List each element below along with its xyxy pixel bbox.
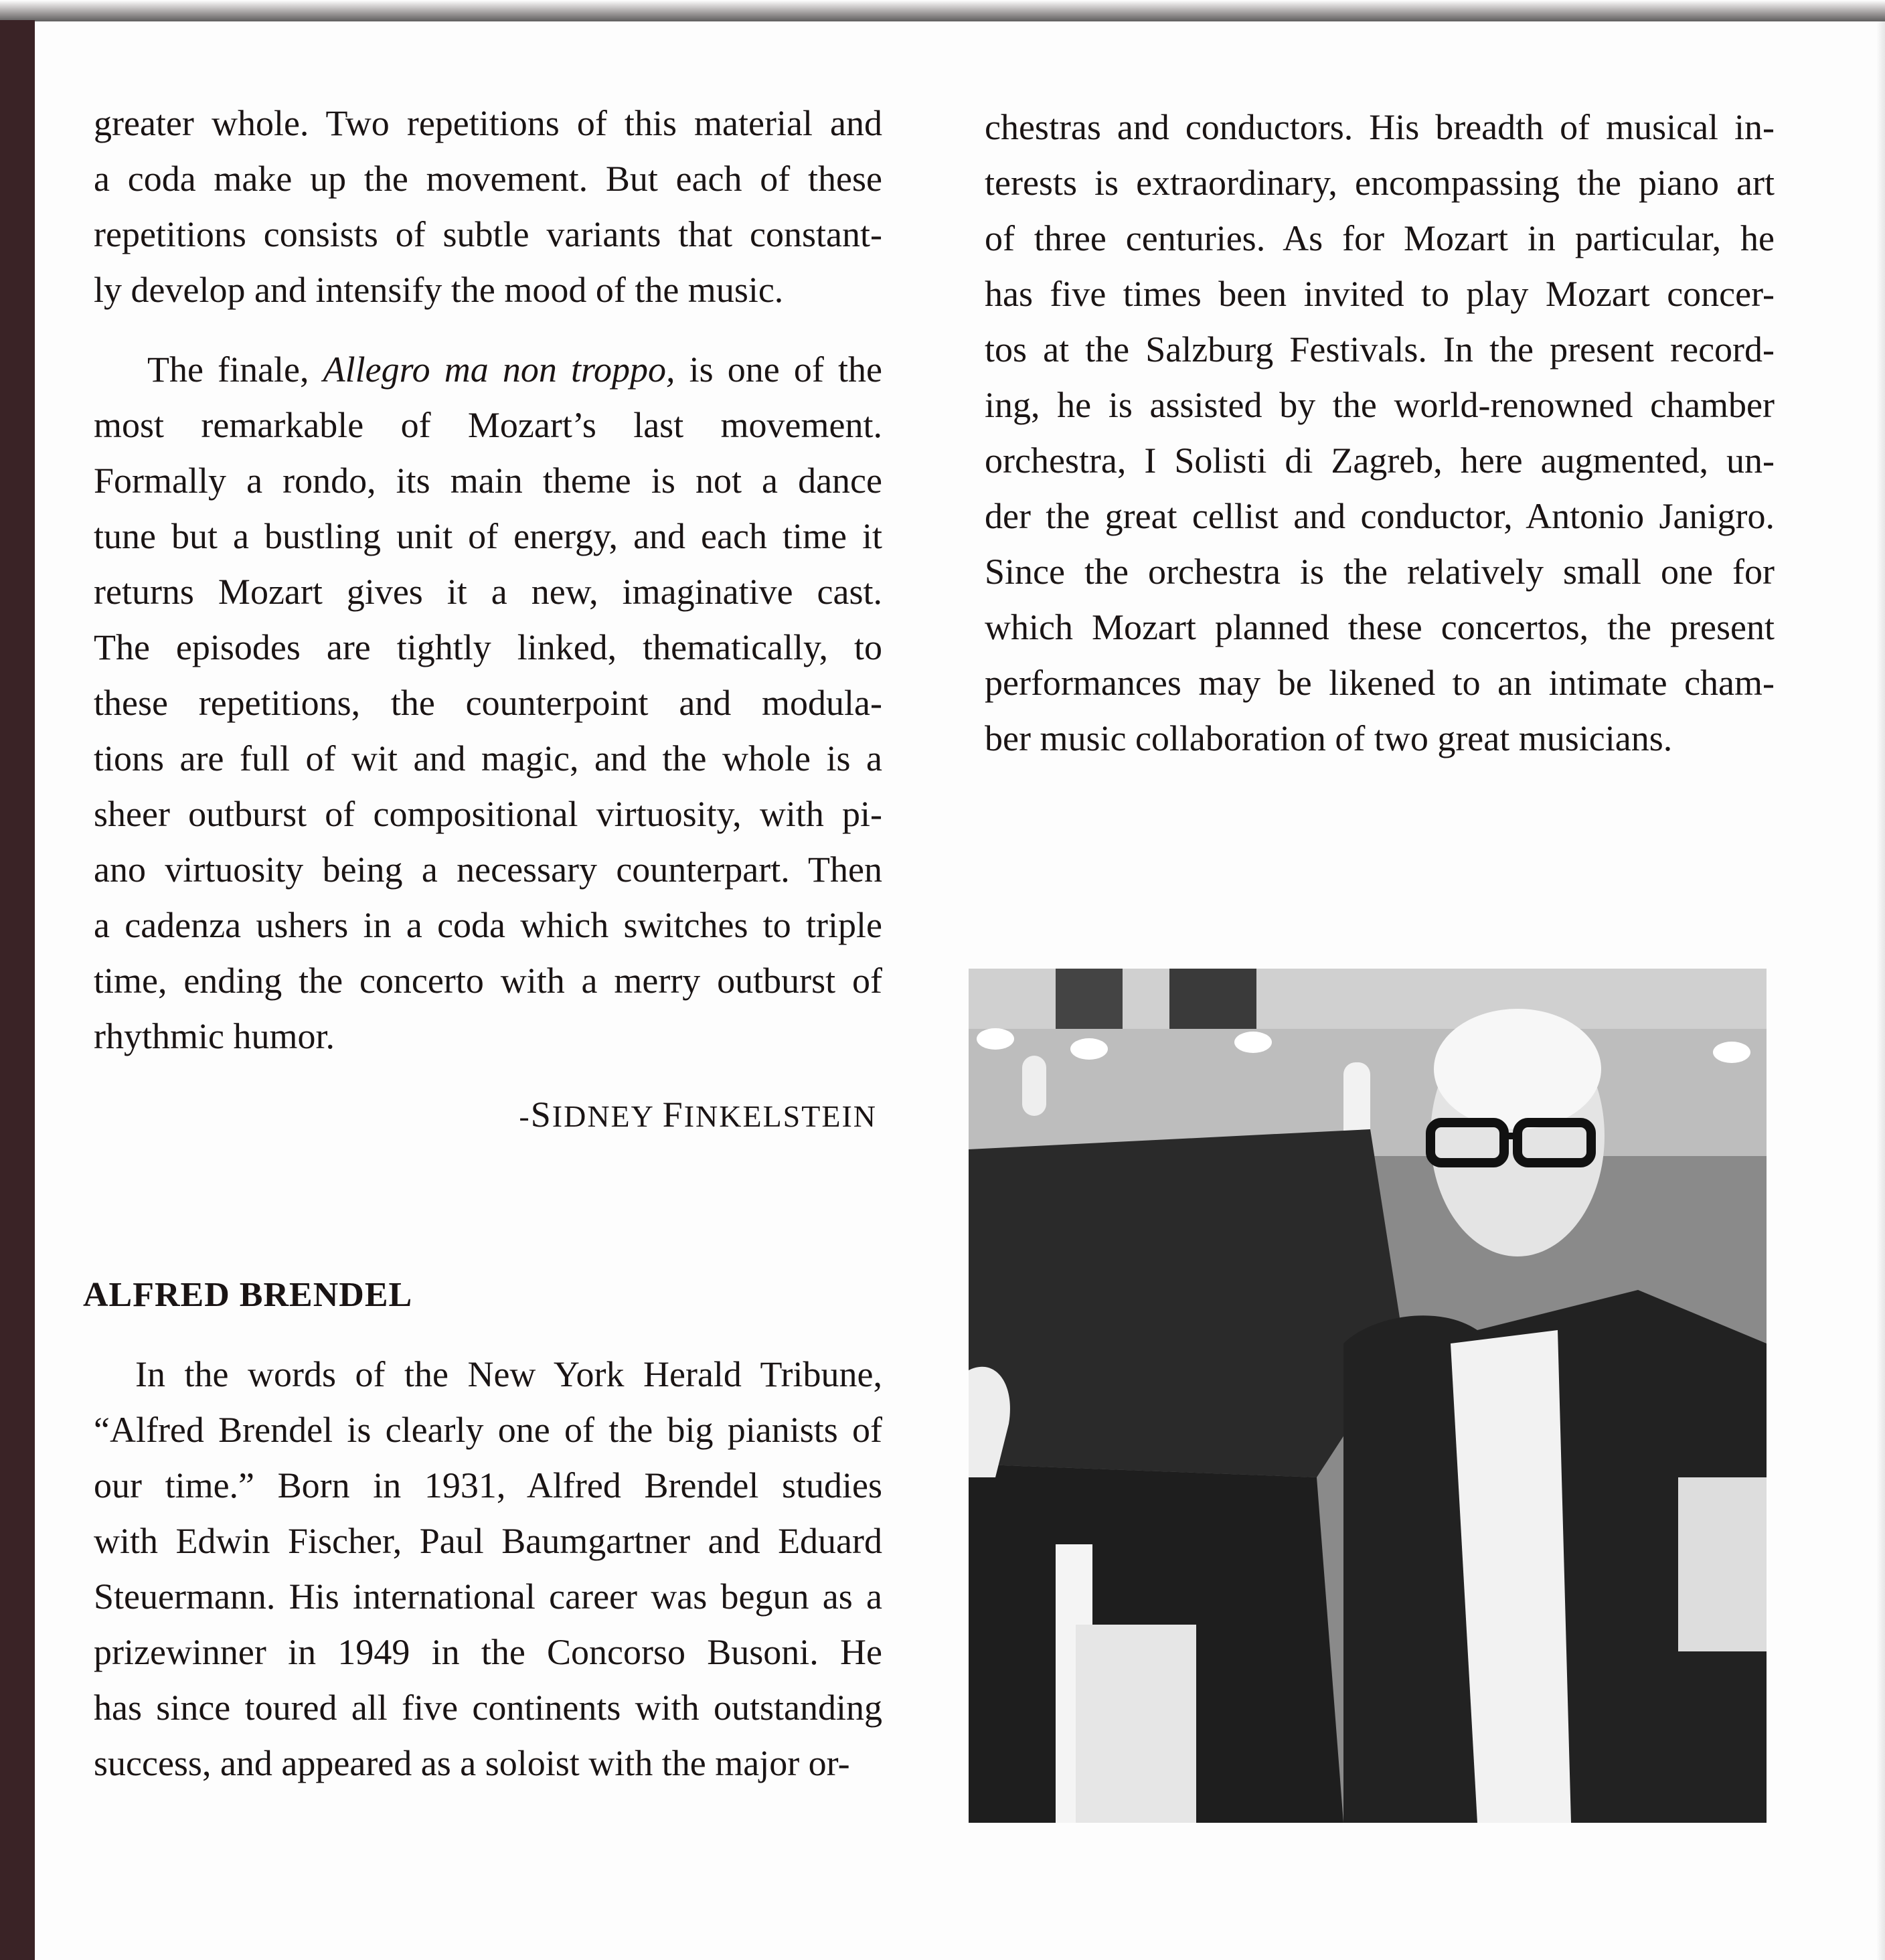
text-line: Steuermann. His international career was begun as a	[94, 1576, 882, 1617]
text-line: performances may be likened to an intimate cham-	[985, 663, 1775, 703]
page-edge	[1876, 21, 1885, 1960]
text-line: ber music collaboration of two great musicians.	[985, 718, 1673, 758]
scan-shadow	[0, 0, 1885, 23]
text-line: chestras and conductors. His breadth of musical in-	[985, 107, 1775, 147]
text-line: success, and appeared as a soloist with the major or-	[94, 1743, 850, 1783]
text-line: most remarkable of Mozart’s last movement.	[94, 405, 882, 445]
booklet-spine	[0, 20, 35, 1960]
text-span: is one of the	[675, 349, 882, 390]
text-line: greater whole. Two repetitions of this material and	[94, 103, 882, 143]
pianist-photo	[969, 969, 1767, 1823]
para-biography-cont	[985, 100, 1775, 766]
text-line: returns Mozart gives it a new, imaginative cast.	[94, 572, 882, 612]
text-line: “Alfred Brendel is clearly one of the big pianists of	[94, 1410, 882, 1450]
text-line: repetitions consists of subtle variants that constant-	[94, 214, 882, 254]
text-line: rhythmic humor.	[94, 1016, 335, 1056]
sig-dash: -	[519, 1099, 531, 1133]
text-line: tos at the Salzburg Festivals. In the present record-	[985, 329, 1775, 370]
text-line: Formally a rondo, its main theme is not a dance	[94, 461, 882, 501]
text-span: The finale,	[147, 349, 323, 390]
text-line: has five times been invited to play Mozart concer-	[985, 274, 1775, 314]
text-line: In the words of the New York Herald Tribune,	[135, 1354, 882, 1394]
sig-initial: F	[662, 1094, 684, 1135]
text-line: sheer outburst of compositional virtuosity, with pi-	[94, 794, 882, 834]
section-heading: ALFRED BRENDEL	[83, 1276, 413, 1314]
text-line	[94, 342, 882, 398]
author-signature	[469, 1087, 877, 1144]
text-line: a cadenza ushers in a coda which switches to triple	[94, 905, 882, 945]
text-line: ly develop and intensify the mood of the music.	[94, 270, 784, 310]
text-line: Since the orchestra is the relatively small one for	[985, 552, 1775, 592]
para-finale-intro	[94, 96, 882, 318]
text-line: these repetitions, the counterpoint and modula-	[94, 683, 882, 723]
text-line: der the great cellist and conductor, Antonio Janigro.	[985, 496, 1775, 536]
text-line: with Edwin Fischer, Paul Baumgartner and Eduard	[94, 1521, 882, 1561]
para-finale	[94, 342, 882, 1064]
movement-title: Allegro ma non troppo,	[323, 349, 675, 390]
sig-first: IDNEY	[552, 1099, 654, 1133]
text-line: ing, he is assisted by the world-renowned chamber	[985, 385, 1775, 425]
text-line: ano virtuosity being a necessary counterpart. Then	[94, 849, 882, 890]
sig-last: INKELSTEIN	[683, 1099, 877, 1133]
sig-initial: S	[530, 1094, 552, 1135]
text-line: of three centuries. As for Mozart in particular, he	[985, 218, 1775, 258]
text-line: tune but a bustling unit of energy, and each time it	[94, 516, 882, 556]
text-line: our time.” Born in 1931, Alfred Brendel studies	[94, 1465, 882, 1505]
para-biography	[94, 1347, 882, 1791]
text-line: prizewinner in 1949 in the Concorso Busoni. He	[94, 1632, 882, 1672]
text-line: has since toured all five continents with outstanding	[94, 1688, 882, 1728]
text-line: orchestra, I Solisti di Zagreb, here augmented, un-	[985, 440, 1775, 481]
text-line: a coda make up the movement. But each of these	[94, 159, 882, 199]
text-line: tions are full of wit and magic, and the whole is a	[94, 738, 882, 779]
text-line: terests is extraordinary, encompassing the piano art	[985, 163, 1775, 203]
text-line: The episodes are tightly linked, thematically, to	[94, 627, 882, 667]
text-line: time, ending the concerto with a merry outburst of	[94, 961, 882, 1001]
text-line: which Mozart planned these concertos, the present	[985, 607, 1775, 647]
